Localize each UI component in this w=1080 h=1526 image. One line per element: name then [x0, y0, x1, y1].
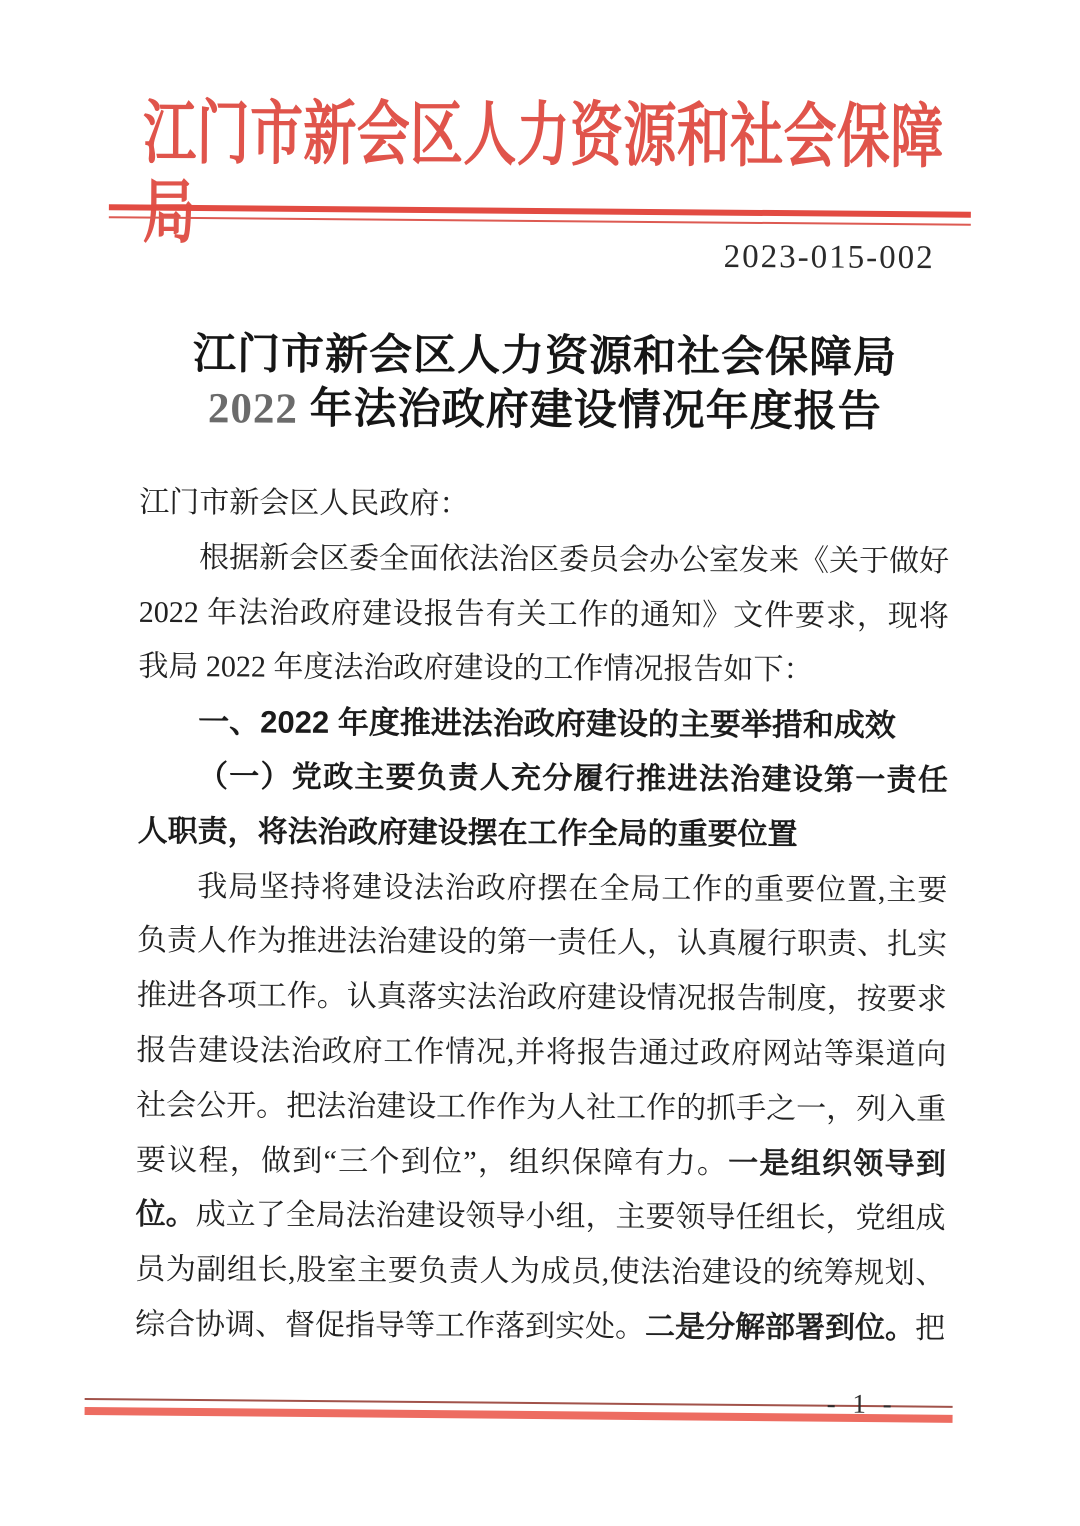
document-title-line2	[140, 382, 950, 440]
body-text: 综合协调、督促指导等工作落到实处。	[134, 1307, 646, 1344]
letterhead-title: 江门市新会区人力资源和社会保障局	[142, 96, 944, 253]
body-line	[138, 640, 948, 699]
body-line	[135, 1298, 945, 1357]
document-title-line1: 江门市新会区人力资源和社会保障局	[192, 331, 898, 382]
body-text: 要议程，做到“三个到位”，组织保障有力。	[135, 1143, 729, 1180]
page-number: - 1 -	[826, 1388, 897, 1419]
footer-rule-thick	[85, 1407, 953, 1423]
section-heading	[138, 695, 948, 754]
document-number: 2023-015-002	[723, 238, 935, 277]
body-text: 我局 2022 年度法治政府建设的工作情况报告如下：	[138, 650, 814, 687]
body-text-bold: 人职责，将法治政府建设摆在工作全局的重要位置	[137, 814, 798, 852]
body-text-bold: （一）党政主要负责人充分履行推进法治建设第一责任	[197, 760, 948, 798]
body-text: 成立了全局法治建设领导小组，主要领导任组长，党组成	[195, 1198, 946, 1236]
body-line	[139, 476, 949, 535]
subsection-heading	[138, 750, 948, 809]
body-text-bold: 一是组织领导到	[728, 1146, 946, 1181]
body-line	[139, 531, 949, 590]
title-rest: 年法治政府建设情况年度报告	[309, 385, 882, 436]
body-text-bold: 一、2022 年度推进法治政府建设的主要举措和成效	[198, 704, 896, 744]
subsection-heading	[137, 805, 947, 864]
footer-rule-thin	[85, 1398, 953, 1408]
title-year: 2022	[207, 385, 310, 433]
body-text: 负责人作为推进法治建设的第一责任人，认真履行职责、扎实	[136, 924, 948, 962]
body-line	[139, 585, 949, 644]
body-text: 江门市新会区人民政府：	[139, 485, 470, 521]
body-text: 推进各项工作。认真落实法治政府建设情况报告制度，按要求	[136, 979, 947, 1017]
document-title	[140, 328, 951, 440]
body-line	[137, 914, 947, 973]
body-line	[136, 1024, 946, 1083]
body-line	[135, 1188, 945, 1247]
body-text: 员为副组长,股室主要负责人为成员,使法治建设的统筹规划、	[135, 1253, 946, 1291]
body-line	[137, 859, 947, 918]
body-text: 社会公开。把法治建设工作作为人社工作的抓手之一，列入重	[136, 1088, 947, 1126]
body-text-bold: 二是分解部署到位。	[644, 1310, 916, 1345]
document-body	[135, 476, 950, 1357]
body-line	[136, 1079, 946, 1138]
body-text: 2022 年法治政府建设报告有关工作的通知》文件要求，现将	[138, 595, 949, 633]
body-text-bold: 位。	[135, 1198, 196, 1232]
body-line	[137, 969, 947, 1028]
body-text: 根据新会区委全面依法治区委员会办公室发来《关于做好	[198, 541, 950, 578]
body-text: 把	[914, 1311, 946, 1346]
body-text: 我局坚持将建设法治政府摆在全局工作的重要位置,主要	[197, 869, 948, 907]
body-line	[135, 1243, 945, 1302]
body-text: 报告建设法治政府工作情况,并将报告通过政府网站等渠道向	[136, 1033, 947, 1072]
body-line	[136, 1133, 946, 1192]
